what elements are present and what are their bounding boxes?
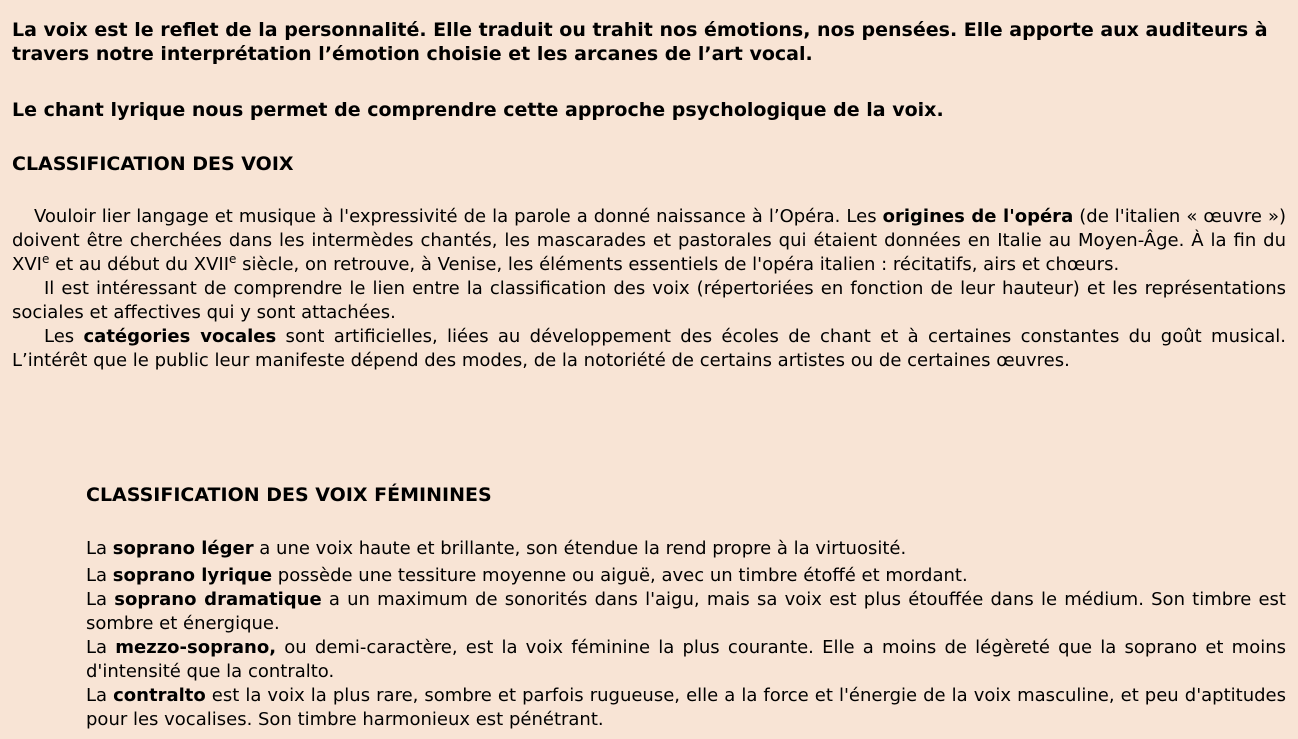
list-item	[86, 564, 1286, 588]
voice-term: soprano léger	[112, 538, 254, 559]
text: La	[86, 685, 114, 706]
text: Vouloir lier langage et musique à l'expressivité de la parole a donné naissance à l’Opéra. Les	[34, 206, 883, 227]
section-title-feminines: CLASSIFICATION DES VOIX FÉMININES	[86, 484, 492, 506]
section-title-classification: CLASSIFICATION DES VOIX	[12, 153, 294, 175]
text: (de l'italien « œuvre ») doivent être cherchées dans les intermèdes chantés, les mascarades et pastorales qui étaient données en Italie au Moyen-Âge. À la fin du XVI	[12, 206, 1286, 275]
text: siècle, on retrouve, à Venise, les éléments essentiels de l'opéra italien : récitatifs, airs et chœurs.	[236, 254, 1120, 275]
list-item	[86, 588, 1286, 636]
text: Les	[44, 326, 84, 347]
intro-paragraph: La voix est le reflet de la personnalité. Elle traduit ou trahit nos émotions, nos pensées. Elle apporte aux auditeurs à travers notre interprétation l’émotion choisie et les arcanes de l’art vocal.	[12, 19, 1268, 65]
text: a un maximum de sonorités dans l'aigu, mais sa voix est plus étouffée dans le médium. Son timbre est sombre et énergique.	[86, 589, 1286, 634]
text: est la voix la plus rare, sombre et parfois rugueuse, elle a la force et l'énergie de la voix masculine, et peu d'aptitudes pour les vocalises. Son timbre harmonieux est pénétrant.	[86, 685, 1286, 730]
text: La	[86, 538, 113, 559]
voice-term: soprano lyrique	[112, 565, 273, 586]
term-origines: origines de l'opéra	[882, 206, 1074, 227]
text: ou demi-caractère, est la voix féminine la plus courante. Elle a moins de légèreté que la soprano et moins d'intensité que la contralto.	[86, 637, 1287, 682]
paragraph-origins	[12, 205, 1286, 277]
list-item	[86, 684, 1286, 732]
voice-term: mezzo-soprano,	[115, 637, 277, 658]
superscript: e	[229, 252, 237, 266]
text: La	[86, 637, 116, 658]
voice-list	[86, 537, 1286, 732]
intro-lead: Le chant lyrique nous permet de comprendre cette approche psychologique de la voix.	[12, 99, 944, 121]
text: sont artificielles, liées au développement des écoles de chant et à certaines constantes du goût musical. L’intérêt que le public leur manifeste dépend des modes, de la notoriété de certains artistes ou de certaines œuvres.	[12, 326, 1287, 371]
paragraph-link: Il est intéressant de comprendre le lien entre la classification des voix (répertoriées en fonction de leur hauteur) et les représentations sociales et affectives qui y sont attachées.	[12, 278, 1286, 323]
superscript: e	[41, 252, 50, 266]
text: La	[86, 565, 113, 586]
list-item	[86, 636, 1286, 684]
term-categories: catégories vocales	[83, 326, 277, 347]
text: a une voix haute et brillante, son étendue la rend propre à la virtuosité.	[253, 538, 907, 559]
section-body	[12, 205, 1286, 373]
text: possède une tessiture moyenne ou aiguë, avec un timbre étoffé et mordant.	[272, 565, 968, 586]
text: La	[86, 589, 115, 610]
paragraph-categories	[12, 325, 1286, 373]
voice-term: contralto	[113, 685, 206, 706]
list-item	[86, 537, 1286, 561]
voice-term: soprano dramatique	[114, 589, 322, 610]
text: et au début du XVII	[49, 254, 230, 275]
